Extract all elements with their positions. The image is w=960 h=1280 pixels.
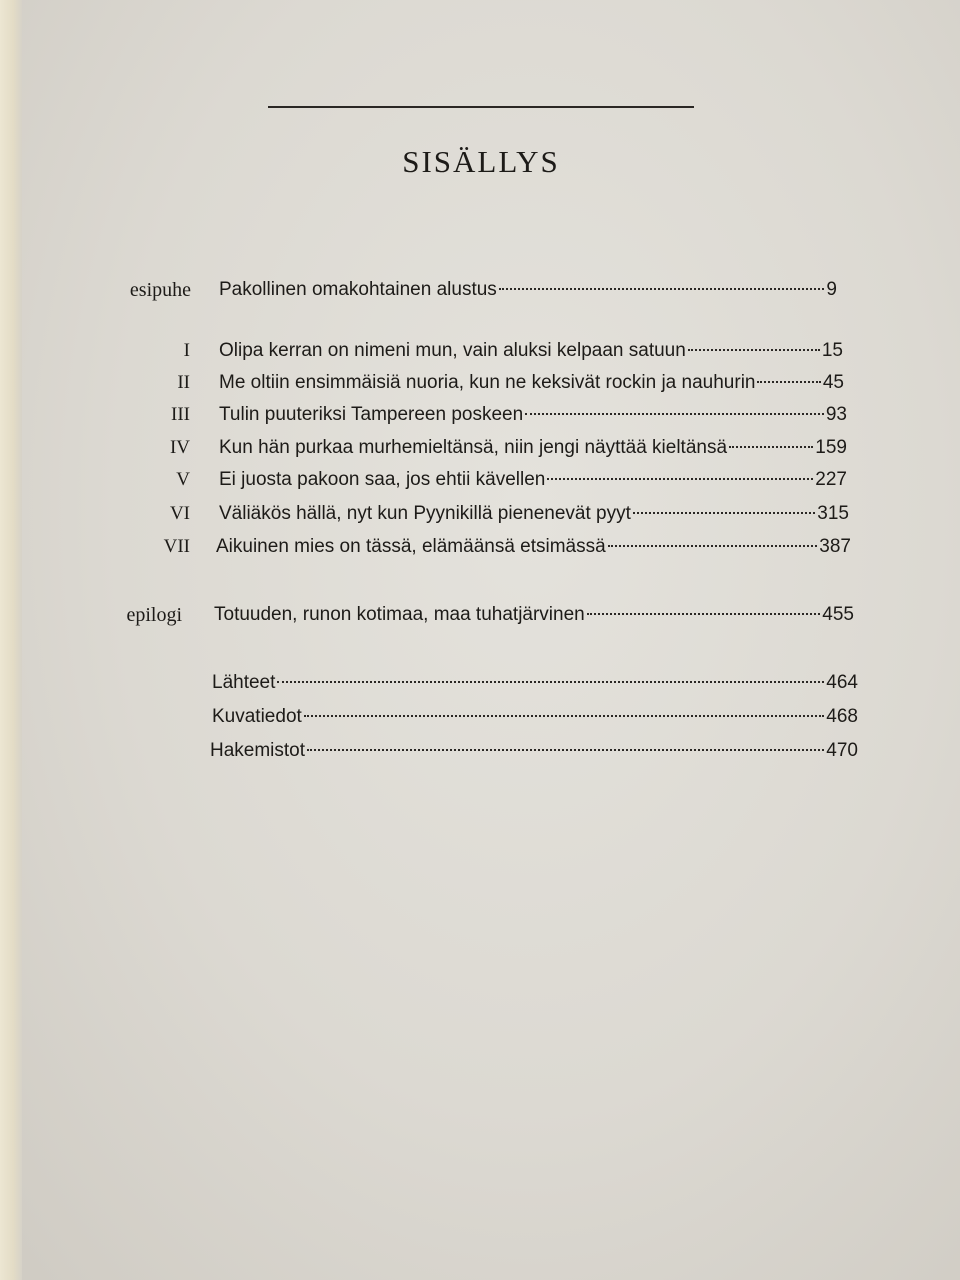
toc-page-number: 45 — [822, 372, 844, 393]
toc-row-chapter — [0, 499, 960, 529]
toc-entry-title: Totuuden, runon kotimaa, maa tuhatjärvinen — [214, 604, 585, 625]
toc-entry-title: Lähteet — [212, 672, 276, 693]
page-edge — [0, 0, 22, 1280]
toc-label: IV — [169, 437, 190, 458]
toc-label: VII — [163, 536, 190, 557]
toc-entry-title: Väliäkös hällä, nyt kun Pyynikillä pienenevät pyyt — [219, 503, 631, 524]
toc-page-number: 9 — [826, 279, 837, 300]
leader-dots — [304, 715, 825, 717]
toc-label: esipuhe — [129, 279, 191, 301]
toc-row-chapter — [0, 433, 960, 463]
header-rule — [268, 106, 694, 108]
toc-entry-title: Pakollinen omakohtainen alustus — [219, 279, 497, 300]
toc-page-number: 464 — [826, 672, 858, 693]
toc-entry — [219, 465, 847, 495]
leader-dots — [729, 446, 813, 448]
leader-dots — [688, 349, 820, 351]
toc-entry-title: Me oltiin ensimmäisiä nuoria, kun ne keksivät rockin ja nauhurin — [219, 372, 756, 393]
toc-row-chapter — [0, 532, 960, 562]
toc-row-appendix — [0, 668, 960, 698]
toc-row-preface — [0, 275, 960, 305]
toc-row-epilogue — [0, 600, 960, 630]
toc-page-number: 15 — [821, 340, 843, 361]
toc-page-number: 468 — [826, 706, 858, 727]
toc-entry — [214, 600, 854, 630]
toc-entry-title: Ei juosta pakoon saa, jos ehtii kävellen — [219, 469, 546, 490]
page-title: SISÄLLYS — [402, 144, 560, 179]
toc-label: II — [177, 372, 190, 393]
toc-page-number: 387 — [819, 536, 851, 557]
leader-dots — [277, 681, 824, 683]
toc-entry-title: Tulin puuteriksi Tampereen poskeen — [219, 404, 524, 425]
leader-dots — [525, 413, 824, 415]
leader-dots — [757, 381, 820, 383]
toc-page-number: 227 — [815, 469, 847, 490]
toc-label: III — [171, 404, 190, 425]
toc-label: VI — [169, 503, 190, 524]
toc-row-appendix — [0, 736, 960, 766]
toc-page-number: 455 — [822, 604, 854, 625]
toc-page-number: 93 — [825, 404, 847, 425]
toc-entry — [219, 336, 843, 366]
toc-entry-title: Kuvatiedot — [212, 706, 302, 727]
leader-dots — [307, 749, 824, 751]
toc-row-chapter — [0, 465, 960, 495]
toc-row-chapter — [0, 368, 960, 398]
toc-entry — [216, 532, 851, 562]
toc-page-number: 315 — [817, 503, 849, 524]
leader-dots — [608, 545, 818, 547]
toc-entry — [219, 368, 844, 398]
toc-entry-title: Hakemistot — [210, 740, 306, 761]
toc-entry — [212, 668, 858, 698]
toc-label: V — [176, 469, 190, 490]
toc-page-number: 159 — [815, 437, 847, 458]
toc-row-chapter — [0, 336, 960, 366]
leader-dots — [499, 288, 825, 290]
toc-entry-title: Aikuinen mies on tässä, elämäänsä etsimässä — [216, 536, 606, 557]
leader-dots — [633, 512, 815, 514]
toc-entry — [219, 400, 847, 430]
toc-label: I — [183, 340, 190, 361]
toc-row-appendix — [0, 702, 960, 732]
toc-entry-title: Kun hän purkaa murhemieltänsä, niin jengi näyttää kieltänsä — [219, 437, 728, 458]
leader-dots — [547, 478, 813, 480]
toc-entry — [210, 736, 858, 766]
toc-page-number: 470 — [826, 740, 858, 761]
leader-dots — [587, 613, 821, 615]
toc-label: epilogi — [126, 604, 182, 626]
toc-entry — [219, 499, 849, 529]
toc-entry — [219, 433, 847, 463]
toc-entry-title: Olipa kerran on nimeni mun, vain aluksi kelpaan satuun — [219, 340, 686, 361]
toc-entry — [219, 275, 837, 305]
toc-row-chapter — [0, 400, 960, 430]
toc-entry — [212, 702, 858, 732]
